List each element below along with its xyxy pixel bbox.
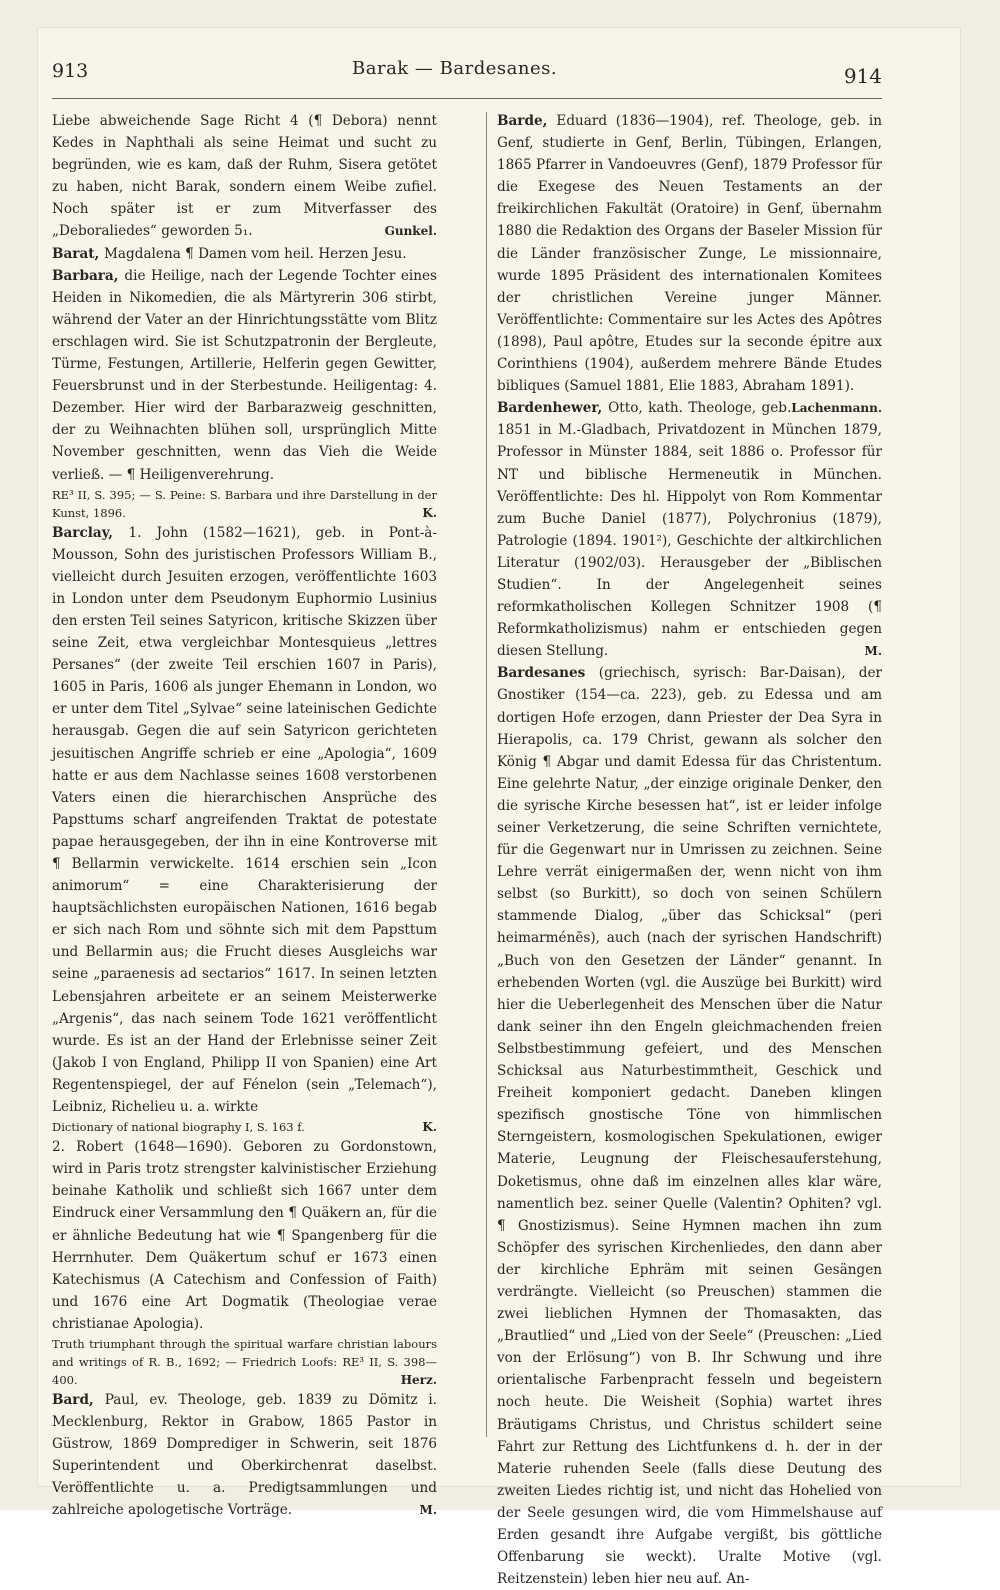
author-signature: Lachenmann.: [791, 401, 882, 416]
entry-headword: Bardenhewer,: [497, 400, 609, 417]
lexicon-entry: [52, 522, 437, 1119]
entry-text: Magdalena ¶ Damen vom heil. Herzen Jesu.: [104, 245, 407, 262]
lexicon-entry: [497, 662, 882, 1590]
entry-headword: Barclay,: [52, 524, 129, 541]
page-number-right: 914: [843, 64, 882, 88]
entry-headword: Barbara,: [52, 267, 125, 284]
reference-note: [52, 1335, 437, 1389]
author-signature: Gunkel.: [384, 224, 437, 239]
author-signature: M.: [864, 644, 882, 659]
reference-note: [52, 486, 437, 522]
header-rule: [52, 98, 882, 99]
lexicon-entry: [52, 110, 437, 243]
entry-text: Otto, kath. Theologe, geb. 1851 in M.-Gladbach, Privatdozent in München 1879, Professor in Münster 1884, seit 1886 o. Professor für NT und biblische Hermeneutik in München. Veröffentlichte: Des hl. Hippolyt von Rom Kommentar zum Buche Daniel (1877), Polychronius (1879), Patrologie (1894. 1901²), Geschichte der altkirchlichen Literatur (1902/03). Herausgeber der „Biblischen Studien“. In der Angelegenheit seines reformkatholischen Kollegen Schnitzer 1908 (¶ Reformkatholizismus) nahm er entschieden gegen diesen Stellung.: [497, 400, 882, 660]
entry-text: Dictionary of national biography I, S. 163 f.: [52, 1120, 305, 1135]
left-column: [52, 110, 437, 1519]
entry-text: Paul, ev. Theologe, geb. 1839 zu Dömitz i. Mecklenburg, Rektor in Grabow, 1865 Pastor in Güstrow, 1869 Domprediger in Schwerin, seit 1876 Superintendent und Oberkirchenrat daselbst. Veröffentlichte u. a. Predigtsammlungen und zahlreiche apologetische Vorträge.: [52, 1391, 437, 1519]
running-title: Barak — Bardesanes.: [352, 58, 558, 79]
author-signature: M.: [419, 1503, 437, 1518]
entry-text: 2. Robert (1648—1690). Geboren zu Gordonstown, wird in Paris trotz strengster kalvinistischer Erziehung beinahe Katholik und schließt sich 1667 unter dem Eindruck einer Versammlung den ¶ Quäkern an, für die er ähnliche Bedeutung hat wie ¶ Spangenberg für die Herrnhuter. Dem Quäkertum schuf er 1673 einen Katechismus (A Catechism and Confession of Faith) und 1676 eine Art Dogmatik (Theologiae verae christianae Apologia).: [52, 1139, 437, 1332]
lexicon-entry: [497, 397, 882, 662]
entry-text: 1. John (1582—1621), geb. in Pont-à-Mousson, Sohn des juristischen Professors William B., vielleicht durch Jesuiten erzogen, veröffentlichte 1603 in London unter dem Pseudonym Euphormio Lusinius den ersten Teil seines Satyricon, kritische Skizzen über seine Zeit, etwa vergleichbar Montesquieus „lettres Persanes“ (der zweite Teil erschien 1607 in Paris), 1605 in Paris, 1606 als junger Ehemann in London, wo er unter dem Titel „Sylvae“ seine lateinischen Gedichte herausgab. Gegen die auf sein Satyricon gerichteten jesuitischen Angriffe schrieb er eine „Apologia“, 1609 hatte er aus dem Nachlasse seines 1608 verstorbenen Vaters einen die hierarchischen Ansprüche des Papsttums scharf angreifenden Traktat de potestate papae herausgegeben, der ihn in eine Kontroverse mit ¶ Bellarmin verwickelte. 1614 erschien sein „Icon animorum“ = eine Charakterisierung der hauptsächlichsten europäischen Nationen, 1616 begab er sich nach Rom und söhnte sich mit dem Papsttum und Bellarmin aus; die Frucht dieses Ausgleichs war seine „paraenesis ad sectarios“ 1617. In seinen letzten Lebensjahren arbeitete er an seinem Meisterwerke „Argenis“, das nach seinem Tode 1621 veröffentlicht wurde. Es ist an der Hand der Erlebnisse seiner Zeit (Jakob I von England, Philipp II von Spanien) eine Art Regentenspiegel, der auf Fénelon (sein „Telemach“), Leibniz, Richelieu u. a. wirkte: [52, 524, 437, 1116]
entry-text: (griechisch, syrisch: Bar-Daisan), der Gnostiker (154—ca. 223), geb. zu Edessa und am dortigen Hofe erzogen, dann Priester der Dea Syra in Hierapolis, ca. 179 Christ, gewann als solcher den König ¶ Abgar und damit Edessa für das Christentum. Eine gelehrte Natur, „der einzige originale Denker, den die syrische Kirche besessen hat“, ist er leider infolge seiner Verketzerung, die seine Schriften vernichtete, für die Gegenwart nur in Umrissen zu zeichnen. Seine Lehre verrät einigermaßen der, wenn nicht von ihm selbst (so Burkitt), so doch von seinen Schülern stammende Dialog, „über das Schicksal“ (peri heimarménēs), auch (nach der syrischen Handschrift) „Buch von den Gesetzen der Länder“ genannt. In erhebenden Worten (vgl. die Auszüge bei Burkitt) wird hier die Ueberlegenheit des Menschen über die Natur dank seiner ihn den Engeln gleichmachenden freien Selbstbestimmung gefeiert, und des Menschen Schicksal aus Naturbestimmtheit, Geschick und Freiheit komponiert gedacht. Daneben klingen spezifisch gnostische Töne von himmlischen Sterngeistern, kosmologischen Spekulationen, ewiger Materie, Leugnung der Fleischesauferstehung, Doketismus, ohne daß im einzelnen alles klar wäre, namentlich bez. seiner Quelle (Valentin? Ophiten? vgl. ¶ Gnostizismus). Seine Hymnen machen ihn zum Schöpfer des syrischen Kirchenliedes, den dann aber der kirchliche Ephräm mit seinen Gesängen verdrängte. Vielleicht (so Preuschen) stammen die zwei lieblichen Hymnen der Thomasakten, das „Brautlied“ und „Lied von der Seele“ (Preuschen: „Lied von der Erlösung“) von B. Ihr Schwung und ihre orientalische Farbenpracht fesseln und begeistern noch heute. Die Weisheit (Sophia) wartet ihres Bräutigams Christus, und Christus schildert seine Fahrt zur Rettung des Lichtfunkens d. h. der in der Materie ruhenden Seele (falls diese Deutung des zweiten Liedes richtig ist, und nicht das Hohelied von der Seele gesungen wird, die vom Himmelshause auf Erden gesandt ihre Aufgabe vergißt, bis göttliche Offenbarung sie weckt). Uralte Motive (vgl. Reitzenstein) leben hier neu auf. An-: [497, 665, 882, 1588]
author-signature: K.: [422, 1120, 437, 1135]
entry-text: Truth triumphant through the spiritual warfare christian labours and writings of R. B., 1692; — Friedrich Loofs: RE³ II, S. 398—400.: [52, 1336, 437, 1387]
entry-text: RE³ II, S. 395; — S. Peine: S. Barbara und ihre Darstellung in der Kunst, 1896.: [52, 487, 437, 520]
lexicon-entry: [52, 243, 437, 265]
entry-headword: Bard,: [52, 1391, 105, 1408]
right-column: [497, 110, 882, 1588]
page-number-left: 913: [52, 60, 89, 82]
lexicon-entry: [52, 1389, 437, 1522]
lexicon-entry: [52, 265, 437, 486]
column-divider: [486, 112, 487, 1437]
reference-note: [52, 1118, 437, 1136]
entry-text: Liebe abweichende Sage Richt 4 (¶ Debora) nennt Kedes in Naphthali als seine Heimat und sucht zu begründen, wie es kam, daß der Ruhm, Sisera getötet zu haben, nicht Barak, sondern einem Weibe zufiel. Noch später ist er zum Mitverfasser des „Deboraliedes“ geworden 5₁.: [52, 113, 437, 240]
page-header: [52, 46, 882, 86]
lexicon-entry: [52, 1136, 437, 1335]
entry-headword: Barde,: [497, 113, 557, 129]
entry-text: die Heilige, nach der Legende Tochter eines Heiden in Nikomedien, die als Märtyrerin 306 stirbt, während der Vater an der Hinrichtungsstätte vom Blitz erschlagen wird. Sie ist Schutzpatronin der Bergleute, Türme, Festungen, Artillerie, Helferin gegen Gewitter, Feuersbrunst und in der Sterbestunde. Heiligentag: 4. Dezember. Hier wird der Barbarazweig geschnitten, der zu Weihnachten blühen soll, ursprünglich Mitte November geschnitten, wenn das Vieh die Weide verließ. — ¶ Heiligenverehrung.: [52, 267, 437, 483]
entry-text: Eduard (1836—1904), ref. Theologe, geb. in Genf, studierte in Genf, Berlin, Tübingen, Erlangen, 1865 Pfarrer in Vandoeuvres (Genf), 1879 Professor für die Exegese des Neuen Testaments an der freikirchlichen Fakultät (Oratoire) in Genf, übernahm 1880 die Redaktion des Organs der Baseler Mission für die Länder französischer Zunge, Le missionnaire, wurde 1895 Präsident des internationalen Komitees der christlichen Vereine junger Männer. Veröffentlichte: Commentaire sur les Actes des Apôtres (1898), Paul apôtre, Etudes sur la seconde épitre aux Corinthiens (1904), außerdem mehrere Bände Etudes bibliques (Samuel 1881, Elie 1883, Abraham 1891).: [497, 113, 882, 395]
author-signature: Herz.: [400, 1372, 437, 1387]
entry-headword: Barat,: [52, 245, 105, 262]
author-signature: K.: [422, 505, 437, 520]
entry-headword: Bardesanes: [497, 665, 599, 682]
